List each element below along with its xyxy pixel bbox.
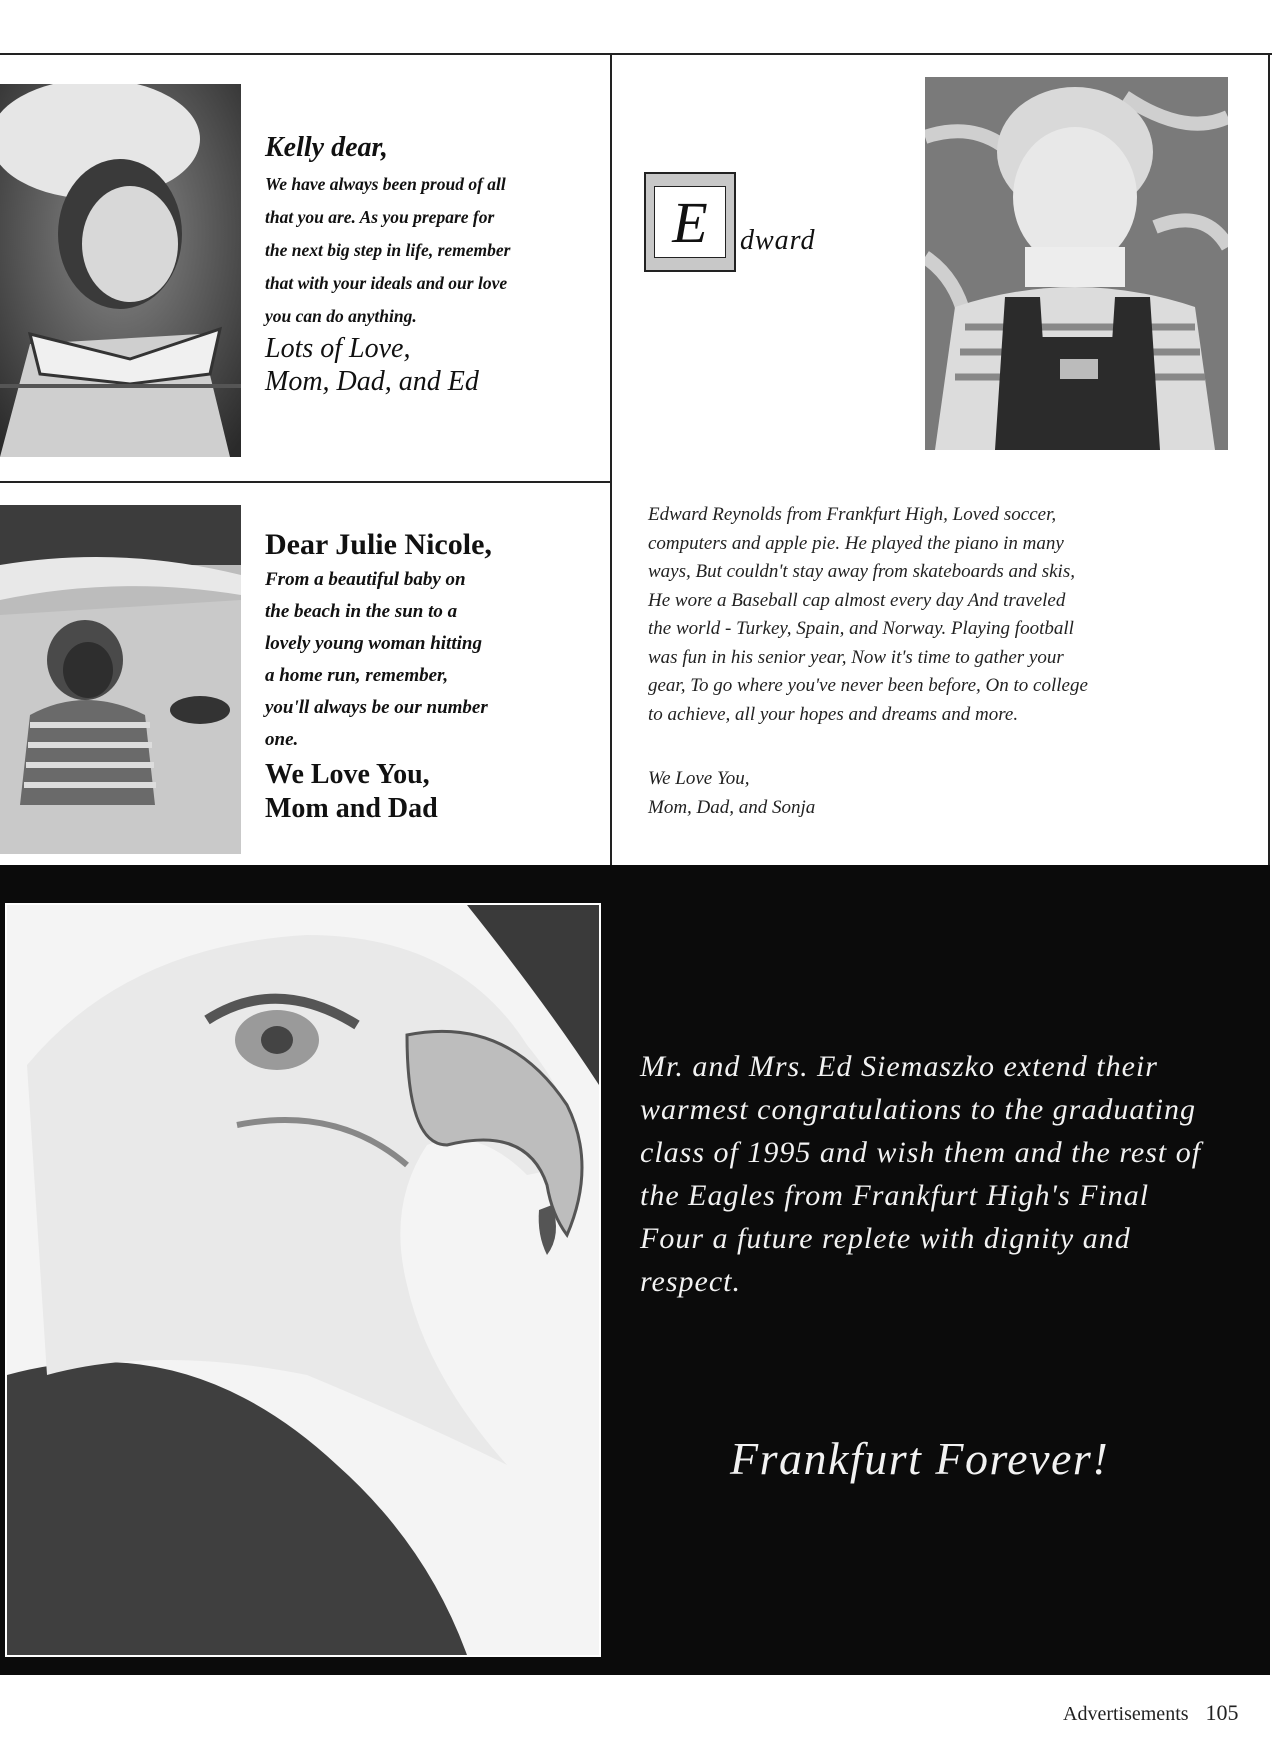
poem-line: ways, But couldn't stay away from skateboards and skis, <box>648 561 1075 582</box>
julie-greeting: Dear Julie Nicole, <box>265 528 492 561</box>
message-line: Four a future replete with dignity and <box>640 1222 1131 1255</box>
edward-signature: Mom, Dad, and Sonja <box>648 797 816 818</box>
footer <box>1063 1700 1239 1726</box>
message-line: that with your ideals and our love <box>265 273 508 293</box>
edward-poem <box>648 501 1258 729</box>
message-line: a home run, remember, <box>265 665 449 686</box>
page-number: 105 <box>1205 1700 1239 1725</box>
poem-line: He wore a Baseball cap almost every day And traveled <box>648 589 1066 611</box>
message-line: Mr. and Mrs. Ed Siemaszko extend their <box>640 1050 1158 1083</box>
poem-line: gear, To go where you've never been before, On to college <box>648 675 1088 696</box>
siemaszko-message <box>640 1045 1260 1303</box>
message-line: class of 1995 and wish them and the rest of <box>640 1136 1202 1169</box>
message-line: you'll always be our number <box>265 697 488 718</box>
message-line: We have always been proud of all <box>265 174 506 194</box>
edward-drop-cap <box>644 172 736 272</box>
message-line: that you are. As you prepare for <box>265 207 495 227</box>
vertical-divider <box>610 53 612 865</box>
poem-line: computers and apple pie. He played the piano in many <box>648 532 1064 554</box>
kelly-message <box>265 168 595 333</box>
julie-photo <box>0 505 241 854</box>
eagle-photo <box>5 903 601 1657</box>
poem-line: was fun in his senior year, Now it's time to gather your <box>648 646 1064 668</box>
message-line: one. <box>265 729 299 750</box>
kelly-photo <box>0 84 241 457</box>
section-name: Advertisements <box>1063 1703 1189 1725</box>
message-line: respect. <box>640 1265 742 1298</box>
message-line: lovely young woman hitting <box>265 633 482 654</box>
kelly-closing: Lots of Love, <box>265 333 411 364</box>
julie-closing: We Love You, <box>265 759 430 790</box>
message-line: the next big step in life, remember <box>265 240 511 260</box>
message-line: From a beautiful baby on <box>265 569 466 590</box>
poem-line: the world - Turkey, Spain, and Norway. Playing football <box>648 618 1074 639</box>
edward-photo <box>925 77 1228 450</box>
poem-line: Edward Reynolds from Frankfurt High, Loved soccer, <box>648 504 1057 525</box>
message-line: the Eagles from Frankfurt High's Final <box>640 1179 1150 1212</box>
poem-line: to achieve, all your hopes and dreams and more. <box>648 703 1019 725</box>
message-line: the beach in the sun to a <box>265 601 458 622</box>
kelly-greeting: Kelly dear, <box>265 132 388 163</box>
top-rule <box>0 53 1272 55</box>
edward-title: dward <box>740 225 816 256</box>
drop-cap-letter: E <box>654 186 726 258</box>
kelly-signature: Mom, Dad, and Ed <box>265 366 479 397</box>
frankfurt-forever-slogan: Frankfurt Forever! <box>730 1433 1110 1484</box>
message-line: you can do anything. <box>265 306 417 326</box>
left-middle-rule <box>0 481 611 483</box>
edward-closing: We Love You, <box>648 768 750 789</box>
right-border <box>1268 53 1270 865</box>
julie-signature: Mom and Dad <box>265 793 438 824</box>
julie-message <box>265 564 605 756</box>
message-line: warmest congratulations to the graduating <box>640 1093 1197 1126</box>
